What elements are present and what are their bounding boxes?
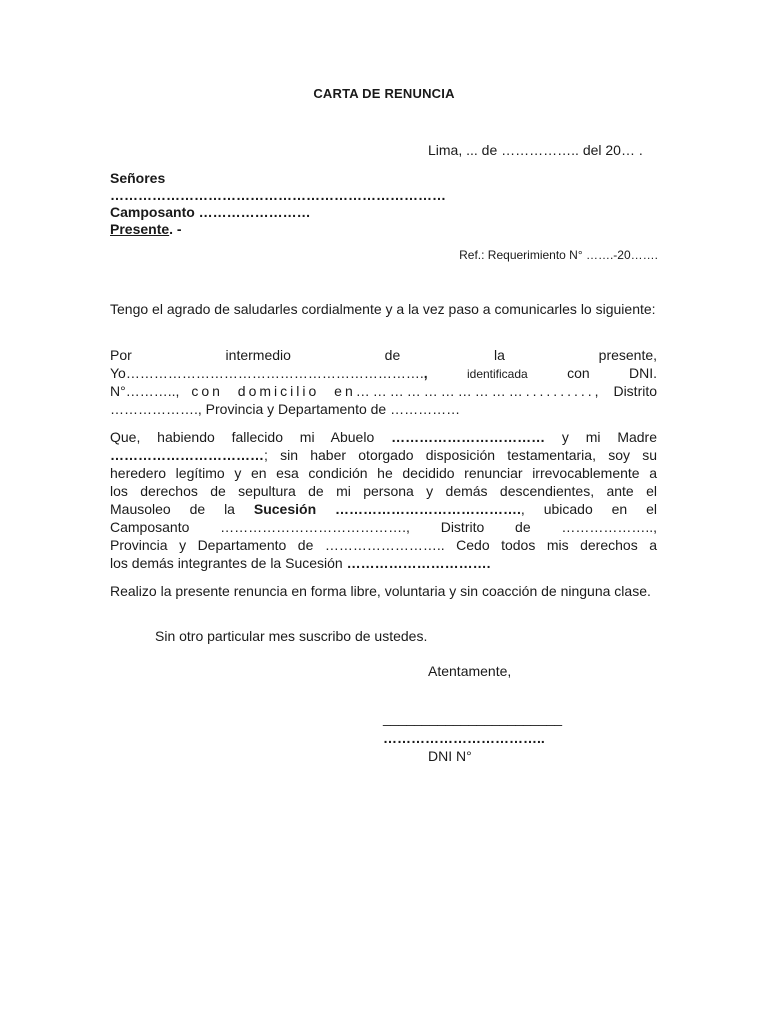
addressee-presente [110, 221, 446, 238]
word: identificada [466, 367, 528, 381]
sucesion-placeholder: …………………………………. [335, 501, 521, 517]
sucesion-end-placeholder: …………………………. [346, 555, 491, 571]
identity-line-2 [110, 364, 657, 382]
presente-word: Presente [110, 221, 170, 237]
abuelo-placeholder: …………………………… [391, 429, 546, 445]
addressee-block [110, 170, 446, 238]
addressee-senores: Señores [110, 170, 166, 186]
paragraph-greeting: Tengo el agrado de saludarles cordialmente y a la vez paso a comunicarles lo siguiente: [110, 301, 656, 317]
salutation: Atentamente, [428, 663, 512, 679]
identity-line-1 [110, 346, 657, 364]
dni-placeholder: N°……….., [110, 383, 180, 399]
signature-line: _______________________ [383, 710, 563, 726]
date-line: Lima, ... de …………….. del 20… . [428, 142, 643, 158]
paragraph-free-will: Realizo la presente renuncia en forma libre, voluntaria y sin coacción de ninguna clase. [110, 583, 651, 599]
declaration-line-5 [110, 500, 657, 518]
text: los demás integrantes de la Sucesión [110, 555, 343, 571]
paragraph-identity [110, 346, 657, 418]
signature-dni: DNI N° [428, 748, 472, 764]
closing-line: Sin otro particular mes suscribo de ustedes. [155, 628, 428, 644]
word: la [494, 347, 505, 363]
addressee-camposanto: Camposanto …………………… [110, 204, 311, 220]
identity-line-3 [110, 382, 657, 400]
declaration-line-1 [110, 428, 657, 446]
sucesion-group [254, 501, 657, 517]
text: y mi Madre [561, 429, 657, 445]
declaration-line-7: Provincia y Departamento de …………………….. Cedo todos mis derechos a [110, 537, 657, 553]
madre-placeholder: …………………………… [110, 447, 264, 463]
word: Por [110, 347, 132, 363]
word: de [384, 347, 401, 363]
declaration-line-2 [110, 446, 657, 464]
presente-suffix: . - [169, 221, 182, 237]
name-placeholder [110, 365, 428, 381]
signature-name-placeholder: …………………………….. [383, 730, 545, 746]
word: Camposanto [110, 519, 190, 535]
text: Que, habiendo fallecido mi Abuelo [110, 429, 375, 445]
addressee-dots: ……………………………………………………………… [110, 187, 446, 203]
document-title: CARTA DE RENUNCIA [313, 86, 455, 101]
declaration-line-6 [110, 518, 657, 536]
declaration-line-4: los derechos de sepultura de mi persona y demás descendientes, ante el [110, 483, 657, 499]
declaration-line-3: heredero legítimo y en esa condición he decidido renunciar irrevocablemente a [110, 465, 657, 481]
domicilio-placeholder: con domicilio en………………………….........., [191, 383, 602, 399]
identity-line-4: ………………., Provincia y Departamento de …………… [110, 401, 461, 417]
reference-line: Ref.: Requerimiento N° …….-20……. [459, 248, 658, 262]
name-dots: Yo………………………………………………………. [110, 365, 424, 381]
word: Distrito [440, 519, 485, 535]
paragraph-declaration [110, 428, 657, 572]
comma: , [423, 365, 428, 381]
text: , ubicado en el [520, 501, 658, 517]
text: Mausoleo de la [110, 501, 235, 517]
distrito-placeholder: ……………….., [561, 519, 658, 535]
word: intermedio [225, 347, 291, 363]
camposanto-placeholder: …………………………………., [220, 519, 410, 535]
word: con [567, 365, 590, 381]
text: ; sin haber otorgado disposición testamentaria, soy su [264, 447, 657, 463]
word: Distrito [613, 383, 658, 399]
declaration-line-8 [110, 554, 657, 572]
word: DNI. [629, 365, 657, 381]
sucesion-word: Sucesión [253, 501, 317, 517]
word: presente, [598, 347, 658, 363]
word: de [515, 519, 531, 535]
madre-group [110, 447, 657, 463]
